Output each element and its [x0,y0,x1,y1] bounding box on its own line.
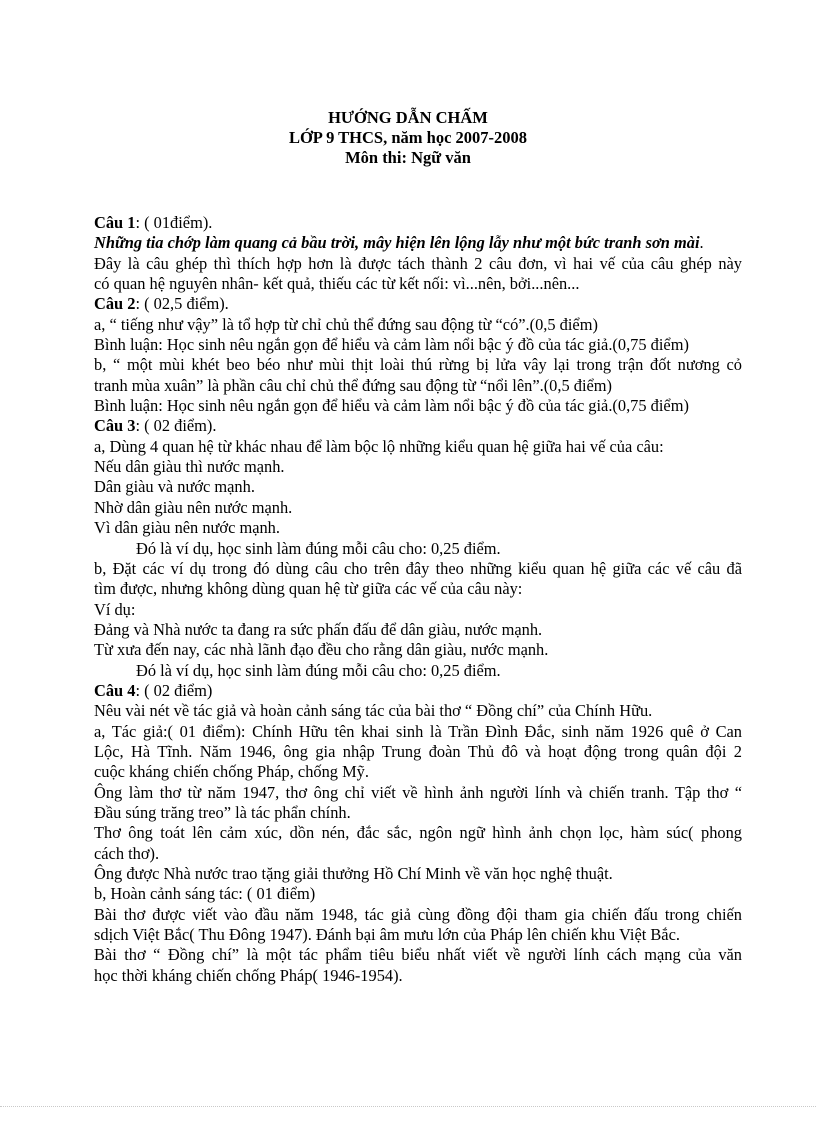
example-line: Nhờ dân giàu nên nước mạnh. [94,497,293,517]
question-label: Câu 1 [94,213,136,232]
paragraph-line: Ông được Nhà nước trao tặng giải thưởng Hồ Chí Minh về văn học nghệ thuật. [94,864,613,883]
document-body [94,213,742,986]
paragraph-line: cách thơ). [94,843,160,863]
question-3-heading [94,416,742,436]
paragraph-line: có quan hệ nguyên nhân- kết quả, thiếu các từ kết nối: vì...nên, bởi...nên... [94,274,580,294]
paragraph-line: b, Đặt các ví dụ trong đó dùng câu cho trên đây theo những kiểu quan hệ giữa các vế câu đã [94,558,742,578]
question-score: : ( 01điểm). [135,213,213,232]
paragraph-line: sdịch Việt Bắc( Thu Đông 1947). Đánh bại âm mưu lớn của Pháp lên chiến khu Việt Bắc. [94,925,680,945]
example-line: Vì dân giàu nên nước mạnh. [94,518,280,538]
quote-period: . [699,233,704,253]
question-score: : ( 02 điểm). [135,416,217,436]
paragraph-line: Thơ ông toát lên cảm xúc, dồn nén, đắc sắc, ngôn ngữ hình ảnh chọn lọc, hàm súc( phong [94,823,742,843]
paragraph-line: Đầu súng trăng treo” là tác phẩn chính. [94,802,351,822]
paragraph-line: Bài thơ được viết vào đầu năm 1948, tác giả cùng đồng đội tham gia chiến đấu trong chiến [94,904,742,924]
paragraph-line: Lộc, Hà Tĩnh. Năm 1946, ông gia nhập Trung đoàn Thủ đô và hoạt động trong quân đội 2 [94,741,742,761]
paragraph-line: tìm được, nhưng không dùng quan hệ từ giữa các vế của câu này: [94,579,523,599]
paragraph-line: Bài thơ “ Đồng chí” là một tác phẩm tiêu biểu nhất viết về người lính cách mạng của văn [94,945,742,965]
example-line: Dân giàu và nước mạnh. [94,477,255,497]
question-score: : ( 02,5 điểm). [135,294,229,314]
paragraph-line: a, Dùng 4 quan hệ từ khác nhau để làm bộc lộ những kiểu quan hệ giữa hai vế của câu: [94,436,664,456]
paragraph-line: Nêu vài nét về tác giả và hoàn cảnh sáng tác của bài thơ “ Đồng chí” của Chính Hữu. [94,701,653,721]
paragraph-line: Đây là câu ghép thì thích hợp hơn là được tách thành 2 câu đơn, vì hai vế của câu ghép này [94,253,742,273]
paragraph-line: tranh mùa xuân” là phần câu chỉ chủ thể đứng sau động từ “nổi lên”.(0,5 điểm) [94,375,612,395]
question-score: : ( 02 điểm) [135,680,213,700]
question-2-heading [94,294,742,314]
scoring-note: Đó là ví dụ, học sinh làm đúng mỗi câu cho: 0,25 điểm. [136,660,501,680]
title: HƯỚNG DẪN CHẤM [328,108,488,127]
footer-divider [0,1106,816,1107]
question-1-heading [94,213,742,233]
paragraph-line: b, Hoàn cảnh sáng tác: ( 01 điểm) [94,884,316,904]
quoted-sentence: Những tia chớp làm quang cả bầu trời, mây hiện lên lộng lẫy như một bức tranh sơn mài [94,233,700,253]
paragraph-line: a, Tác giả:( 01 điểm): Chính Hữu tên khai sinh là Trần Đình Đắc, sinh năm 1926 quê ở Can [94,721,742,741]
paragraph-line: b, “ một mùi khét beo béo như mùi thịt loài thú rừng bị lửa vây lại trong trận đốt nương cỏ [94,355,742,375]
paragraph-line: Bình luận: Học sinh nêu ngắn gọn để hiểu và cảm làm nổi bậc ý đồ của tác giả.(0,75 điểm) [94,396,689,416]
question-label: Câu 3 [94,416,136,436]
subtitle-subject: Môn thi: Ngữ văn [345,148,471,167]
scoring-note: Đó là ví dụ, học sinh làm đúng mỗi câu cho: 0,25 điểm. [136,538,501,558]
example-line: Từ xưa đến nay, các nhà lãnh đạo đều cho rằng dân giàu, nước mạnh. [94,640,549,660]
paragraph-line: a, “ tiếng như vậy” là tổ hợp từ chỉ chủ thể đứng sau động từ “có”.(0,5 điểm) [94,314,598,334]
paragraph-line: cuộc kháng chiến chống Pháp, chống Mỹ. [94,762,369,782]
question-1-quote [94,233,742,253]
paragraph-line: Ông làm thơ từ năm 1947, thơ ông chỉ viết về hình ảnh người lính và chiến tranh. Tập thơ “ [94,782,742,802]
paragraph-line: Bình luận: Học sinh nêu ngắn gọn để hiểu và cảm làm nổi bậc ý đồ của tác giả.(0,75 điểm) [94,335,689,355]
question-label: Câu 4 [94,680,136,700]
example-line: Nếu dân giàu thì nước mạnh. [94,457,285,477]
paragraph-line: học thời kháng chiến chống Pháp( 1946-1954). [94,965,403,985]
example-label: Ví dụ: [94,599,136,619]
question-label: Câu 2 [94,294,136,314]
subtitle-grade-year: LỚP 9 THCS, năm học 2007-2008 [288,128,528,147]
question-4-heading [94,681,742,701]
example-line: Đảng và Nhà nước ta đang ra sức phấn đấu để dân giàu, nước mạnh. [94,619,543,639]
document-header [0,108,816,168]
